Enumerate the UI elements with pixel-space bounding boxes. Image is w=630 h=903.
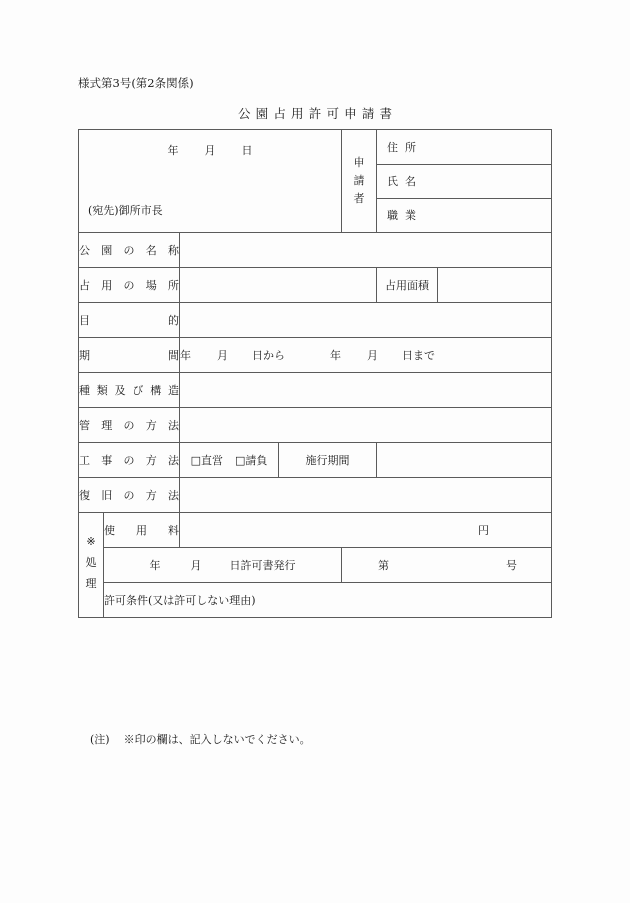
permit-conditions-label: 許可条件(又は許可しない理由) [104, 594, 256, 607]
date-day-label: 日 [241, 144, 253, 157]
period-from-day: 日から [252, 349, 285, 362]
footnote-text: ※印の欄は、記入しないでください。 [123, 733, 311, 746]
address-label: 住 所 [377, 130, 423, 164]
occupation-area-label: 占用面積 [377, 268, 438, 303]
period-row [79, 338, 552, 373]
period-label: 期間 [79, 338, 180, 373]
park-name-label: 公園の名称 [79, 233, 180, 268]
date-addressee-cell [79, 130, 342, 233]
applicant-address-row [377, 130, 551, 164]
occupation-area-value[interactable] [438, 268, 552, 303]
permit-issue-date-cell[interactable] [104, 548, 342, 583]
permit-issue-row [79, 548, 552, 583]
page-title: 公園占用許可申請書 [237, 106, 398, 121]
applicant-char-3: 者 [353, 191, 365, 205]
processing-char-sho: 処 [85, 556, 97, 570]
application-date-line[interactable] [79, 142, 341, 158]
applicant-header-row [79, 130, 552, 233]
processing-mark: ※ [86, 535, 96, 548]
park-name-value[interactable] [180, 233, 552, 268]
processing-vertical-label [79, 513, 104, 618]
issue-year-label: 年 [149, 559, 161, 572]
period-from-year: 年 [180, 349, 191, 362]
name-value[interactable] [423, 164, 551, 198]
fee-value-cell[interactable] [180, 513, 552, 548]
date-year-label: 年 [167, 144, 179, 157]
applicant-char-1: 申 [353, 156, 365, 170]
construction-method-label: 工事の方法 [79, 443, 180, 478]
occupation-place-value[interactable] [180, 268, 377, 303]
applicant-fields-table [377, 130, 551, 232]
occupation-place-row [79, 268, 552, 303]
management-method-label: 管理の方法 [79, 408, 180, 443]
applicant-name-row [377, 164, 551, 198]
period-value[interactable] [180, 338, 552, 373]
permit-number-prefix: 第 [378, 559, 389, 572]
purpose-row [79, 303, 552, 338]
fee-label: 使用料 [104, 513, 180, 548]
checkbox-direct-management[interactable]: □直営 [190, 454, 223, 467]
footnote [90, 731, 311, 747]
permit-number-cell[interactable] [342, 548, 552, 583]
issue-day-label: 日許可書発行 [229, 559, 296, 572]
restoration-method-label: 復旧の方法 [79, 478, 180, 513]
restoration-method-value[interactable] [180, 478, 552, 513]
permit-number-suffix: 号 [506, 559, 517, 572]
occupation-value[interactable] [423, 198, 551, 232]
addressee-label: (宛先)御所市長 [88, 204, 163, 217]
applicant-char-2: 請 [353, 174, 365, 188]
type-structure-label: 種類及び構造 [79, 373, 180, 408]
purpose-value[interactable] [180, 303, 552, 338]
execution-period-value[interactable] [377, 443, 552, 478]
permit-conditions-row [79, 583, 552, 618]
period-from-month: 月 [217, 349, 228, 362]
period-to-year: 年 [330, 349, 341, 362]
management-method-value[interactable] [180, 408, 552, 443]
occupation-place-label: 占用の場所 [79, 268, 180, 303]
permit-conditions-cell[interactable] [104, 583, 552, 618]
name-label: 氏 名 [377, 164, 423, 198]
type-structure-value[interactable] [180, 373, 552, 408]
park-name-row [79, 233, 552, 268]
restoration-method-row [79, 478, 552, 513]
management-method-row [79, 408, 552, 443]
purpose-label: 目的 [79, 303, 180, 338]
execution-period-label: 施行期間 [279, 443, 377, 478]
footnote-label: (注) [90, 733, 110, 746]
applicant-occupation-row [377, 198, 551, 232]
fee-unit-label: 円 [478, 524, 489, 537]
construction-method-row [79, 443, 552, 478]
application-form-table [78, 129, 552, 618]
date-month-label: 月 [204, 144, 216, 157]
period-to-month: 月 [367, 349, 378, 362]
period-to-day: 日まで [402, 349, 435, 362]
construction-options-cell[interactable] [180, 443, 279, 478]
fee-row [79, 513, 552, 548]
checkbox-contract[interactable]: □請負 [235, 454, 268, 467]
applicant-fields-cell [377, 130, 552, 233]
processing-char-ri: 理 [85, 577, 97, 590]
occupation-label: 職 業 [387, 209, 416, 223]
type-structure-row [79, 373, 552, 408]
address-value[interactable] [423, 130, 551, 164]
issue-month-label: 月 [190, 559, 202, 572]
form-code: 様式第3号(第2条関係) [78, 76, 194, 90]
applicant-vertical-label [342, 130, 377, 233]
